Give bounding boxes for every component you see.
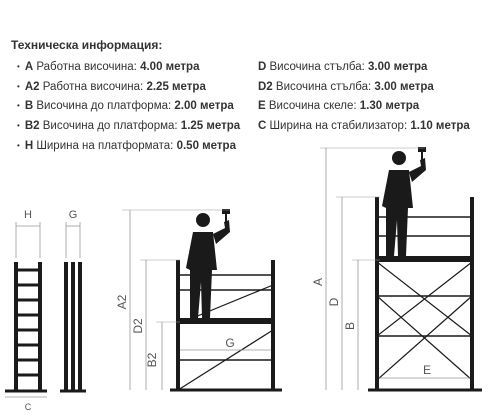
spec-key: A: [24, 61, 34, 73]
tall-scaffold: [368, 197, 482, 390]
dimension-label-b: B: [343, 321, 357, 331]
spec-value: 4.00 метра: [140, 61, 200, 73]
spec-key: C: [258, 120, 267, 132]
dimension-label-d2: D2: [131, 318, 145, 334]
spec-label: Ширина на стабилизатор:: [269, 120, 408, 132]
spec-value: 3.00 метра: [368, 61, 428, 73]
spec-value: 0.50 метра: [176, 140, 236, 152]
spec-label: Височина стълба:: [275, 81, 372, 93]
bullet-icon: •: [17, 101, 20, 110]
dimension-label-g-middle: G: [225, 336, 235, 350]
dimension-d2: [131, 260, 180, 390]
spec-key: A2: [24, 81, 40, 93]
spec-key: E: [258, 100, 266, 112]
spec-label: Работна височина:: [36, 61, 137, 73]
dimension-d: [327, 197, 380, 390]
dimension-label-e: E: [422, 363, 432, 377]
spec-value: 1.10 метра: [410, 120, 470, 132]
spec-key: H: [24, 140, 34, 152]
bullet-icon: •: [17, 82, 20, 91]
dimension-b: [343, 260, 380, 390]
bullet-icon: •: [17, 121, 20, 130]
spec-key: B2: [24, 120, 40, 132]
dimension-c: [5, 397, 47, 412]
spec-key: B: [24, 100, 34, 112]
dimension-label-b2: B2: [145, 352, 159, 368]
technical-info-title: Техническа информация:: [11, 38, 163, 52]
spec-key: D: [258, 61, 267, 73]
ladder-side-view: [60, 262, 86, 391]
dimension-label-a2: A2: [115, 294, 129, 310]
spec-label: Височина скеле:: [268, 100, 357, 112]
worker-small-scaffold: [186, 209, 230, 318]
dimension-label-g: G: [68, 209, 78, 221]
dimension-label-a: A: [311, 277, 325, 287]
dimension-label-c: C: [24, 402, 32, 412]
spec-value: 2.00 метра: [174, 100, 234, 112]
ladder-front-view: [5, 262, 47, 391]
spec-key: D2: [258, 81, 273, 93]
bullet-icon: •: [17, 62, 20, 71]
dimension-g-middle: [180, 336, 271, 350]
spec-label: Работна височина:: [42, 81, 144, 93]
dimension-label-d: D: [327, 297, 341, 307]
dimension-e: [379, 363, 470, 378]
small-scaffold: [170, 260, 282, 390]
spec-label: Височина стълба:: [269, 61, 365, 73]
dimension-b2: [145, 322, 180, 390]
spec-value: 1.30 метра: [359, 100, 420, 112]
dimension-g-left: [66, 209, 80, 258]
spec-label: Височина до платформа:: [42, 120, 178, 132]
spec-value: 3.00 метра: [374, 81, 434, 93]
spec-label: Височина до платформа:: [36, 100, 172, 112]
bullet-icon: •: [17, 141, 20, 150]
dimension-h: [16, 209, 40, 258]
spec-label: Ширина на платформата:: [36, 140, 174, 152]
worker-tall-scaffold: [382, 147, 426, 256]
spec-value: 2.25 метра: [146, 81, 206, 93]
dimension-label-h: H: [24, 209, 32, 221]
spec-value: 1.25 метра: [180, 120, 241, 132]
